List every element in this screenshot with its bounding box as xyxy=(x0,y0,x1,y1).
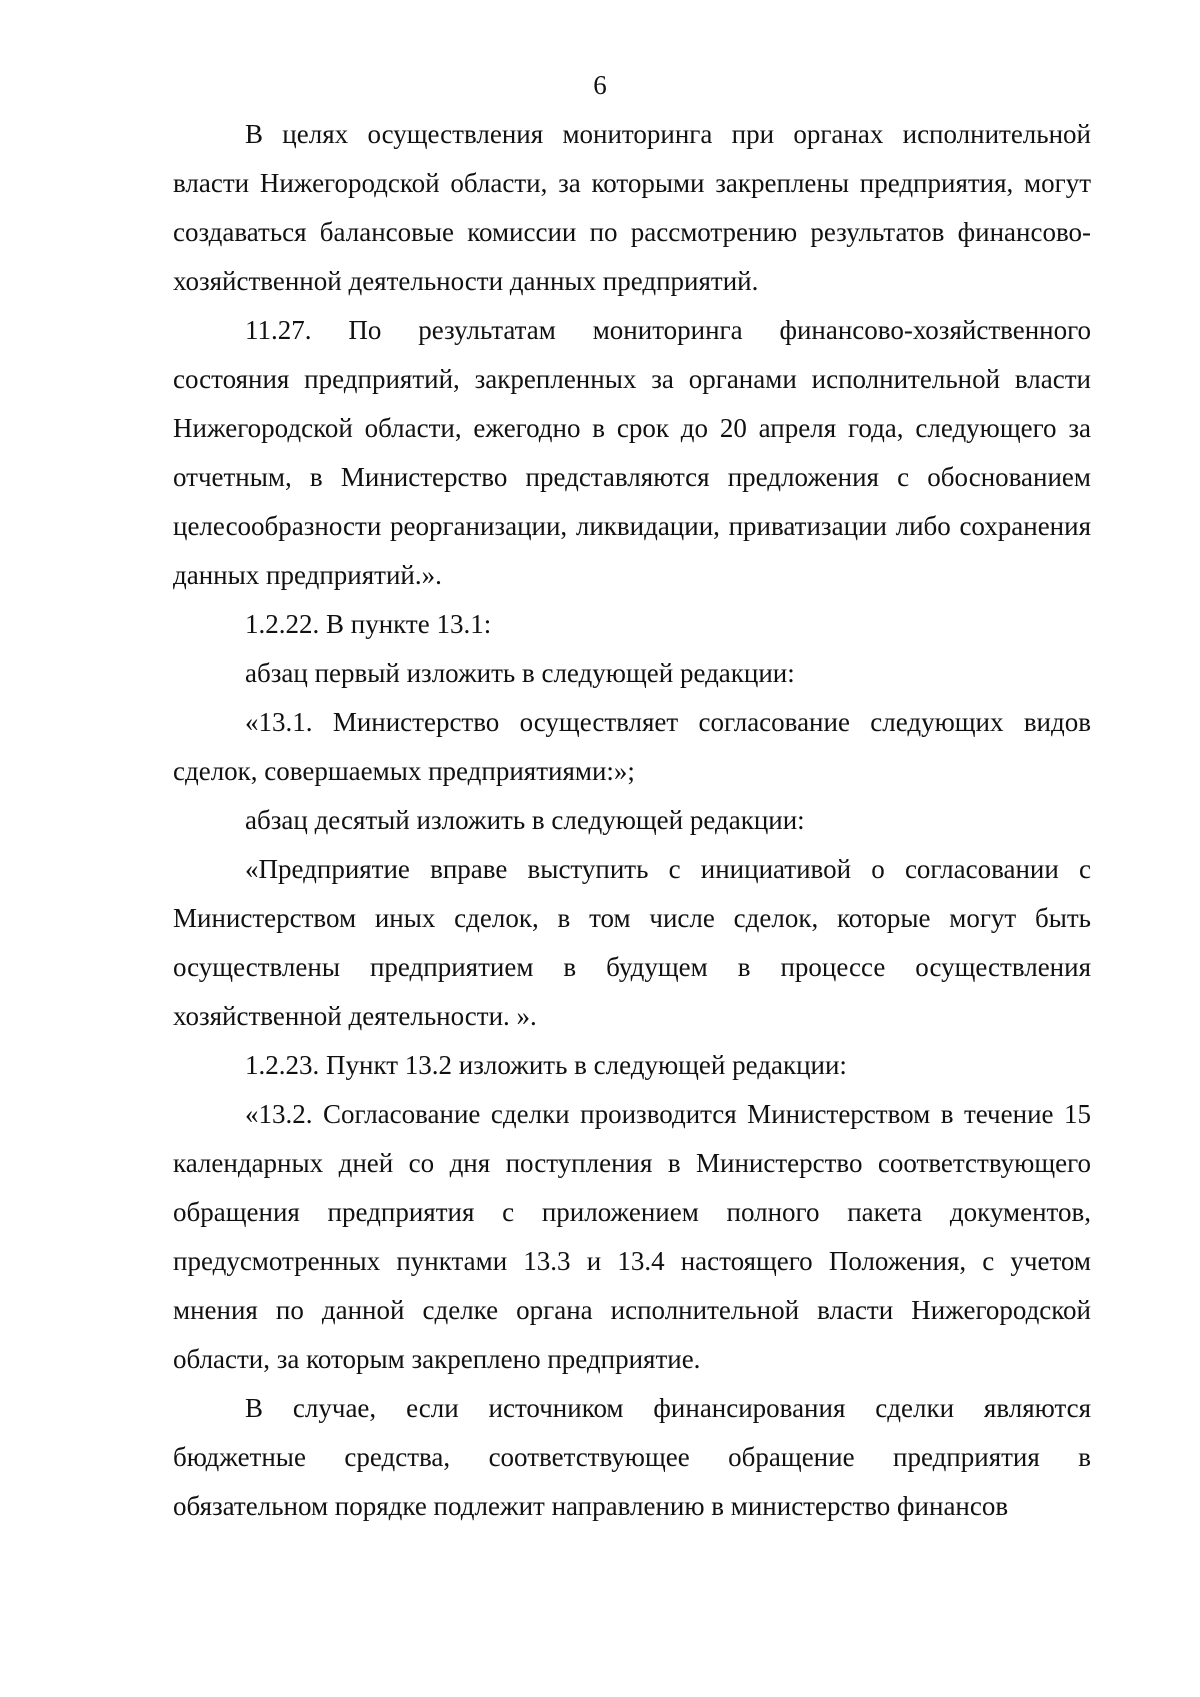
paragraph-first-abzac: абзац первый изложить в следующей редакции: xyxy=(245,658,795,688)
paragraph-monitoring-commissions: В целях осуществления мониторинга при органах исполнительной власти Нижегородской области, за которыми закреплены предприятия, могут создаваться балансовые комиссии по рассмотрению результатов финансово-хозяйственной деятельности данных предприятий. xyxy=(173,119,1091,296)
paragraph-1-2-22: 1.2.22. В пункте 13.1: xyxy=(245,609,492,639)
page-number: 6 xyxy=(593,70,607,100)
paragraph-tenth-abzac: абзац десятый изложить в следующей редакции: xyxy=(245,805,805,835)
document-body xyxy=(173,110,1091,1531)
paragraph-budget-funds: В случае, если источником финансирования сделки являются бюджетные средства, соответствующее обращение предприятия в обязательном порядке подлежит направлению в министерство финансов xyxy=(173,1393,1091,1521)
paragraph-13-1: «13.1. Министерство осуществляет согласование следующих видов сделок, совершаемых предприятиями:»; xyxy=(173,707,1091,786)
paragraph-11-27: 11.27. По результатам мониторинга финансово-хозяйственного состояния предприятий, закрепленных за органами исполнительной власти Нижегородской области, ежегодно в срок до 20 апреля года, следующего за отчетным, в Министерство представляются предложения с обоснованием целесообразности реорганизации, ликвидации, приватизации либо сохранения данных предприятий.». xyxy=(173,315,1091,590)
paragraph-13-2: «13.2. Согласование сделки производится Министерством в течение 15 календарных дней со дня поступления в Министерство соответствующего обращения предприятия с приложением полного пакета документов, предусмотренных пунктами 13.3 и 13.4 настоящего Положения, с учетом мнения по данной сделке органа исполнительной власти Нижегородской области, за которым закреплено предприятие. xyxy=(173,1099,1091,1374)
paragraph-enterprise-initiative: «Предприятие вправе выступить с инициативой о согласовании с Министерством иных сделок, в том числе сделок, которые могут быть осуществлены предприятием в будущем в процессе осуществления хозяйственной деятельности. ». xyxy=(173,854,1091,1031)
paragraph-1-2-23: 1.2.23. Пункт 13.2 изложить в следующей редакции: xyxy=(245,1050,847,1080)
